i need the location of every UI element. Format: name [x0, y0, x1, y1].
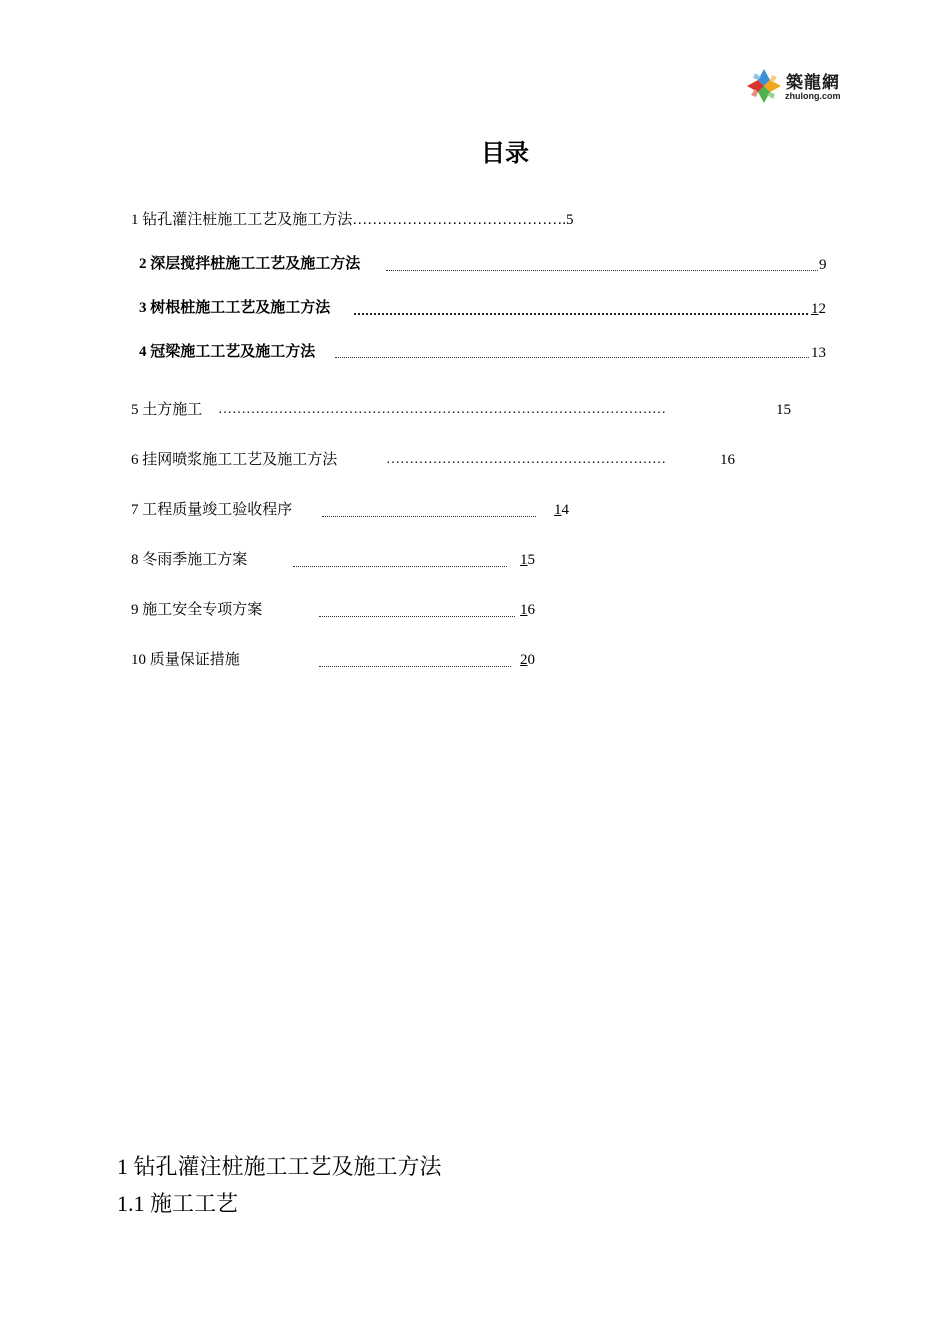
- logo-chinese-text: 築龍網: [786, 73, 840, 92]
- toc-item-7[interactable]: [131, 500, 292, 520]
- logo-domain-text: zhulong.com: [785, 91, 841, 101]
- toc-leader-line: [319, 666, 511, 667]
- toc-leader-line: [293, 566, 507, 567]
- toc-item-4[interactable]: [139, 342, 315, 362]
- toc-label: 5 土方施工: [131, 402, 203, 418]
- toc-item-3[interactable]: [139, 298, 330, 318]
- toc-leader-line: [322, 516, 536, 517]
- toc-page: 13: [811, 345, 826, 361]
- toc-page: 14: [554, 502, 569, 518]
- toc-page: 16: [520, 602, 535, 618]
- section-heading: 1 钻孔灌注桩施工工艺及施工方法: [117, 1154, 442, 1179]
- toc-page: .5: [562, 212, 574, 228]
- toc-label: 1 钻孔灌注桩施工工艺及施工方法: [131, 212, 353, 228]
- toc-label: 7 工程质量竣工验收程序: [131, 502, 293, 518]
- subsection-heading: 1.1 施工工艺: [117, 1191, 239, 1216]
- toc-label: 10 质量保证措施: [131, 652, 240, 668]
- toc-item-9[interactable]: [131, 600, 262, 620]
- toc-leader: ……………………………………………………………………………………: [218, 402, 666, 417]
- toc-item-2[interactable]: [139, 254, 360, 274]
- toc-page: 9: [819, 257, 827, 273]
- toc-label: 4 冠梁施工工艺及施工方法: [139, 344, 316, 360]
- toc-page: 20: [520, 652, 535, 668]
- toc-item-10[interactable]: [131, 650, 240, 670]
- toc-leader-line: [354, 313, 808, 315]
- toc-leader: ……………………………………………………: [386, 452, 666, 467]
- toc-leader-line: [335, 357, 809, 358]
- toc-page: 15: [520, 552, 535, 568]
- toc-item-1[interactable]: [131, 210, 574, 230]
- toc-item-6[interactable]: [131, 450, 337, 470]
- toc-label: 2 深层搅拌桩施工工艺及施工方法: [139, 256, 361, 272]
- toc-item-8[interactable]: [131, 550, 247, 570]
- toc-label: 8 冬雨季施工方案: [131, 552, 248, 568]
- toc-page: 12: [811, 301, 826, 317]
- toc-leader-line: [386, 270, 818, 271]
- toc-label: 9 施工安全专项方案: [131, 602, 263, 618]
- toc-page: 15: [776, 402, 791, 418]
- toc-label: 3 树根桩施工工艺及施工方法: [139, 300, 331, 316]
- toc-leader-line: [319, 616, 515, 617]
- toc-item-5[interactable]: [131, 400, 202, 420]
- toc-page: 16: [720, 452, 735, 468]
- toc-leader: ……………………………………: [352, 212, 563, 228]
- page-title: 目录: [481, 139, 529, 167]
- toc-label: 6 挂网喷浆施工工艺及施工方法: [131, 452, 338, 468]
